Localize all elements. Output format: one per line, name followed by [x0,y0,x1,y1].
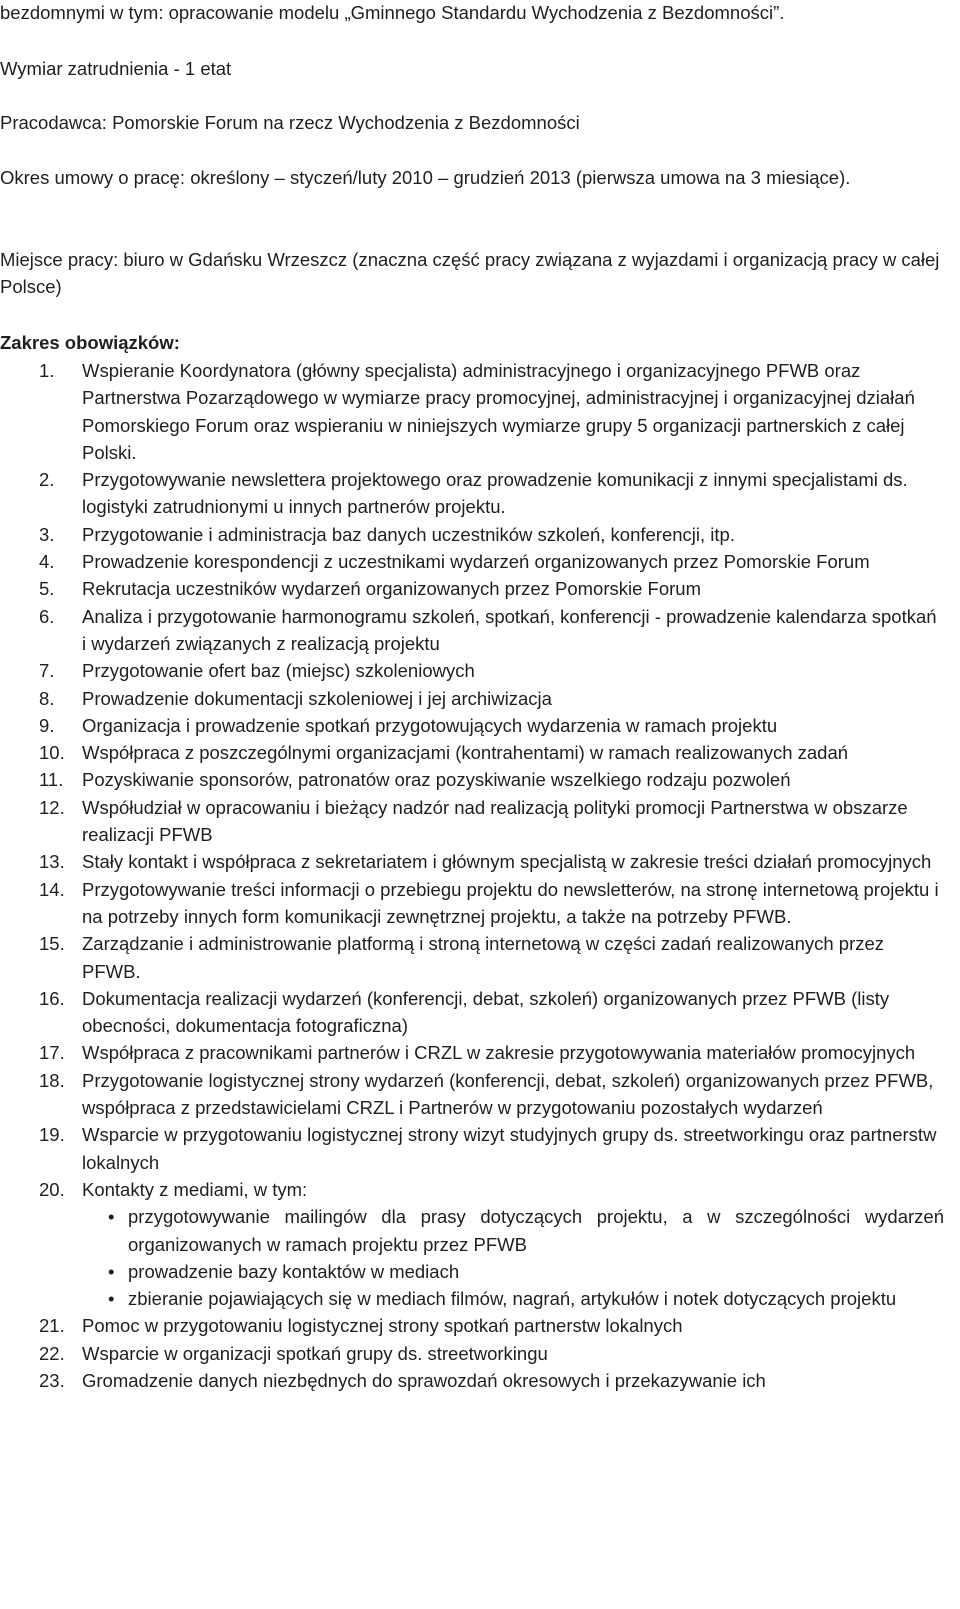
contract-paragraph: Okres umowy o pracę: określony – styczeń/luty 2010 – grudzień 2013 (pierwsza umowa na 3 miesiące). [0,167,851,188]
sub-item-text: prowadzenie bazy kontaktów w mediach [128,1260,460,1282]
duty-number: 3. [39,523,55,545]
duty-item [0,1312,944,1339]
duty-item [0,1067,944,1122]
duty-number: 9. [39,714,55,736]
duty-number: 16. [39,987,65,1009]
duty-number: 20. [39,1178,65,1200]
duty-text: Rekrutacja uczestników wydarzeń organizowanych przez Pomorskie Forum [82,578,701,600]
duty-item [0,739,944,766]
sub-item-text: zbieranie pojawiających się w mediach filmów, nagrań, artykułów i notek dotyczących projektu [128,1288,897,1310]
intro-line: bezdomnymi w tym: opracowanie modelu „Gminnego Standardu Wychodzenia z Bezdomności”. [0,2,785,23]
duty-item [0,766,944,793]
duty-number: 5. [39,578,55,600]
sub-item-text: przygotowywanie mailingów dla prasy dotyczących projektu, a w szczególności wydarzeń organizowanych w ramach projektu przez PFWB [128,1206,944,1255]
duty-text: Pomoc w przygotowaniu logistycznej strony spotkań partnerstw lokalnych [82,1315,683,1337]
bullet-icon: • [108,1288,115,1310]
duty-item [0,357,944,466]
duty-number: 21. [39,1315,65,1337]
duty-text: Kontakty z mediami, w tym: [82,1178,308,1200]
duty-text: Wsparcie w organizacji spotkań grupy ds. streetworkingu [82,1342,548,1364]
duty-item [0,1039,944,1066]
duty-number: 2. [39,469,55,491]
duty-number: 22. [39,1342,65,1364]
duty-text: Przygotowanie logistycznej strony wydarzeń (konferencji, debat, szkoleń) organizowanych przez PFWB, współpraca z przedstawicielami CRZL i Partnerów w przygotowaniu pozostałych wydarzeń [82,1069,934,1119]
duties-heading: Zakres obowiązków: [0,332,180,353]
duty-number: 17. [39,1042,65,1064]
duty-item [0,575,944,602]
duty-number: 1. [39,360,55,381]
sub-item [82,1203,944,1258]
duty-item [0,1121,944,1176]
duty-item [0,685,944,712]
duties-list [0,357,944,1394]
duty-item [0,930,944,985]
duty-number: 11. [39,769,64,791]
bullet-icon: • [108,1206,115,1228]
duty-text: Organizacja i prowadzenie spotkań przygotowujących wydarzenia w ramach projektu [82,714,778,736]
duty-text: Prowadzenie dokumentacji szkoleniowej i jej archiwizacja [82,687,552,709]
duty-text: Współpraca z poszczególnymi organizacjami (kontrahentami) w ramach realizowanych zadań [82,742,849,764]
duty-item [0,876,944,931]
workplace-paragraph: Miejsce pracy: biuro w Gdańsku Wrzeszcz (znaczna część pracy związana z wyjazdami i organizacją pracy w całej Polsce) [0,249,940,297]
duty-item [0,712,944,739]
duty-item [0,466,944,521]
duty-text: Wsparcie w przygotowaniu logistycznej strony wizyt studyjnych grupy ds. streetworkingu oraz partnerstw lokalnych [82,1124,937,1173]
bullet-icon: • [108,1260,115,1282]
duty-item [0,1367,944,1394]
duty-text: Pozyskiwanie sponsorów, patronatów oraz pozyskiwanie wszelkiego rodzaju pozwoleń [82,769,791,791]
duty-number: 4. [39,551,55,573]
duty-number: 15. [39,933,65,955]
duty-number: 7. [39,660,55,682]
duty-text: Prowadzenie korespondencji z uczestnikami wydarzeń organizowanych przez Pomorskie Forum [82,551,870,573]
duty-text: Wspieranie Koordynatora (główny specjalista) administracyjnego i organizacyjnego PFWB oraz Partnerstwa Pozarządowego w wymiarze pracy promocyjnej, administracyjnej i organizacyjnej działań Pomorskiego Forum oraz wspieraniu w niniejszych wymiarze grupy 5 organizacji partnerskich z całej Polski. [82,360,915,463]
duty-text: Stały kontakt i współpraca z sekretariatem i głównym specjalistą w zakresie treści działań promocyjnych [82,851,932,873]
media-subitems [82,1203,944,1312]
duty-item [0,548,944,575]
duty-item [0,521,944,548]
duty-text: Przygotowanie ofert baz (miejsc) szkoleniowych [82,660,475,682]
duty-item [0,1176,944,1312]
duty-text: Gromadzenie danych niezbędnych do sprawozdań okresowych i przekazywanie ich [82,1369,766,1391]
duty-number: 23. [39,1369,65,1391]
duty-item [0,848,944,875]
duty-item [0,794,944,849]
duty-number: 6. [39,605,55,627]
duty-number: 19. [39,1124,65,1146]
duty-item [0,603,944,658]
duty-text: Współudział w opracowaniu i bieżący nadzór nad realizacją polityki promocji Partnerstwa w obszarze realizacji PFWB [82,796,908,846]
sub-item [82,1258,944,1285]
duty-number: 12. [39,796,65,818]
duty-text: Przygotowanie i administracja baz danych uczestników szkoleń, konferencji, itp. [82,523,735,545]
duty-number: 13. [39,851,65,873]
duty-number: 10. [39,742,65,764]
duty-item [0,985,944,1040]
duty-item [0,657,944,684]
employment-line: Wymiar zatrudnienia - 1 etat [0,58,232,79]
duty-number: 14. [39,878,65,900]
duty-number: 8. [39,687,55,709]
duty-text: Dokumentacja realizacji wydarzeń (konferencji, debat, szkoleń) organizowanych przez PFWB (listy obecności, dokumentacja fotograficzna) [82,987,890,1037]
duty-text: Analiza i przygotowanie harmonogramu szkoleń, spotkań, konferencji - prowadzenie kalendarza spotkań i wydarzeń związanych z realizacją projektu [82,605,937,654]
employer-line: Pracodawca: Pomorskie Forum na rzecz Wychodzenia z Bezdomności [0,112,580,133]
duty-text: Przygotowywanie newslettera projektowego oraz prowadzenie komunikacji z innymi specjalistami ds. logistyki zatrudnionymi u innych partnerów projektu. [82,469,908,518]
duty-number: 18. [39,1069,65,1091]
duty-item [0,1340,944,1367]
sub-item [82,1285,944,1312]
duty-text: Współpraca z pracownikami partnerów i CRZL w zakresie przygotowywania materiałów promocyjnych [82,1042,916,1064]
duty-text: Zarządzanie i administrowanie platformą i stroną internetową w części zadań realizowanych przez PFWB. [82,933,885,982]
duty-text: Przygotowywanie treści informacji o przebiegu projektu do newsletterów, na stronę internetową projektu i na potrzeby innych form komunikacji zewnętrznej projektu, a także na potrzeby PFWB. [82,878,939,927]
